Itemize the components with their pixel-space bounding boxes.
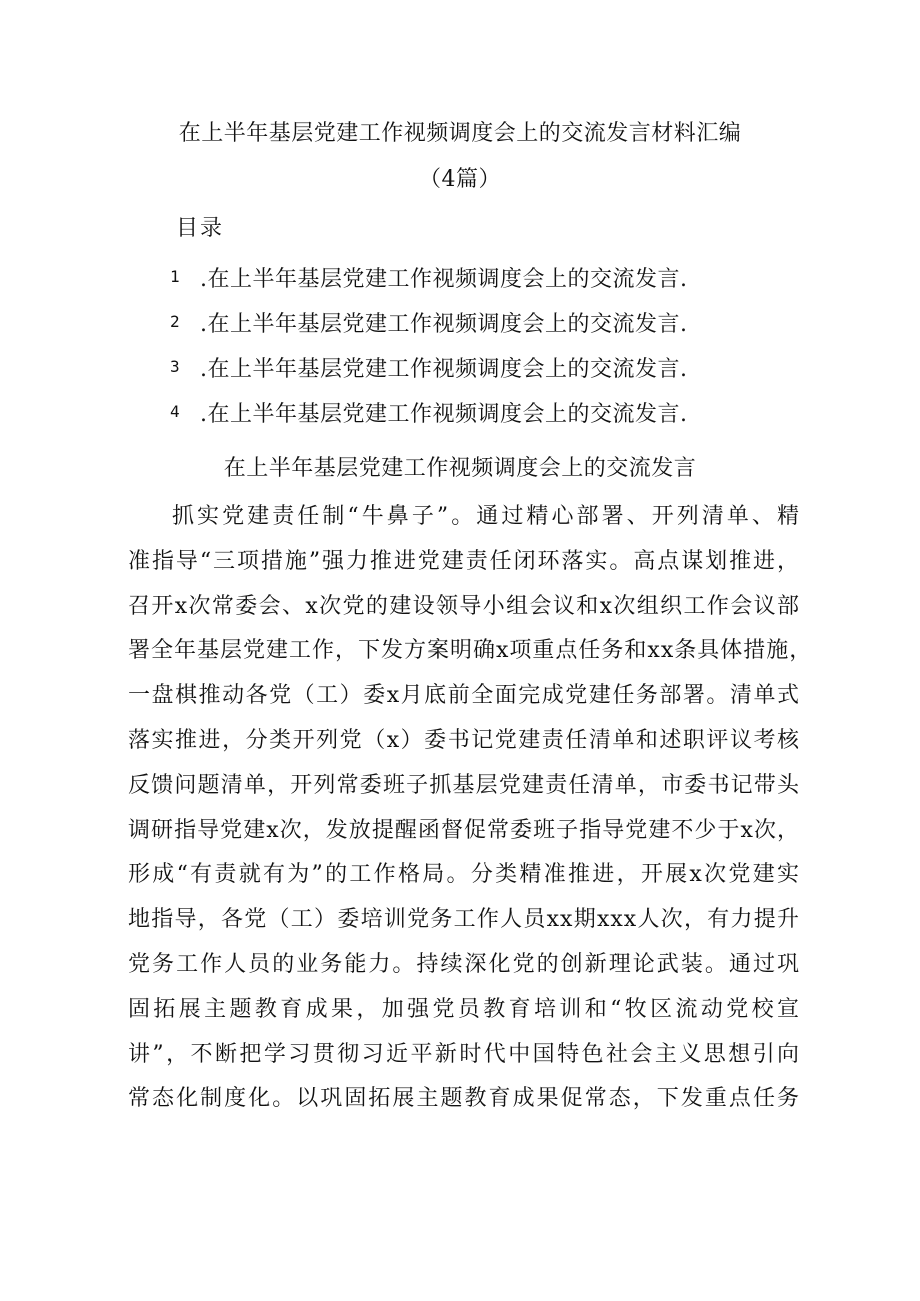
body-line: 召开x次常委会、x次党的建设领导小组会议和x次组织工作会议部	[128, 593, 800, 619]
body-line: 党务工作人员的业务能力。持续深化党的创新理论武装。通过巩	[128, 951, 800, 977]
body-line: 地指导，各党（工）委培训党务工作人员xx期xxx人次，有力提升	[128, 907, 800, 933]
body-line: 讲”，不断把学习贯彻习近平新时代中国特色社会主义思想引向	[128, 1041, 800, 1067]
body-line: 落实推进，分类开列党（x）委书记党建责任清单和述职评议考核	[128, 727, 800, 753]
toc-heading: 目录	[176, 216, 225, 241]
body-line: 调研指导党建x次，发放提醒函督促常委班子指导党建不少于x次，	[128, 817, 800, 843]
body-line: 准指导“三项措施”强力推进党建责任闭环落实。高点谋划推进，	[128, 548, 800, 574]
toc-item-text: .在上半年基层党建工作视频调度会上的交流发言.	[200, 357, 688, 382]
toc-item-1[interactable]	[170, 262, 688, 307]
section-title: 在上半年基层党建工作视频调度会上的交流发言	[223, 456, 697, 481]
document-subtitle: （4篇）	[419, 167, 501, 192]
body-line: 抓实党建责任制“牛鼻子”。通过精心部署、开列清单、精	[172, 504, 800, 529]
body-text	[128, 499, 813, 1126]
body-line: 常态化制度化。以巩固拓展主题教育成果促常态，下发重点任务	[128, 1086, 800, 1112]
toc-item-2[interactable]	[170, 307, 688, 352]
toc-item-text: .在上半年基层党建工作视频调度会上的交流发言.	[200, 402, 688, 427]
toc-item-number: 2	[170, 312, 180, 331]
toc-item-number: 1	[170, 267, 180, 286]
body-line: 形成“有责就有为”的工作格局。分类精准推进，开展x次党建实	[128, 862, 800, 888]
toc-item-text: .在上半年基层党建工作视频调度会上的交流发言.	[200, 312, 688, 337]
table-of-contents	[170, 262, 688, 442]
toc-item-3[interactable]	[170, 352, 688, 397]
body-line: 固拓展主题教育成果，加强党员教育培训和“牧区流动党校宣	[128, 996, 800, 1022]
body-line: 反馈问题清单，开列常委班子抓基层党建责任清单，市委书记带头	[128, 772, 800, 798]
toc-item-number: 4	[170, 402, 180, 421]
toc-item-number: 3	[170, 357, 180, 376]
toc-item-text: .在上半年基层党建工作视频调度会上的交流发言.	[200, 267, 688, 292]
toc-item-4[interactable]	[170, 397, 688, 442]
body-line: 一盘棋推动各党（工）委x月底前全面完成党建任务部署。清单式	[128, 683, 800, 709]
document-title: 在上半年基层党建工作视频调度会上的交流发言材料汇编	[178, 121, 742, 146]
body-line: 署全年基层党建工作，下发方案明确x项重点任务和xx条具体措施，	[128, 638, 813, 664]
